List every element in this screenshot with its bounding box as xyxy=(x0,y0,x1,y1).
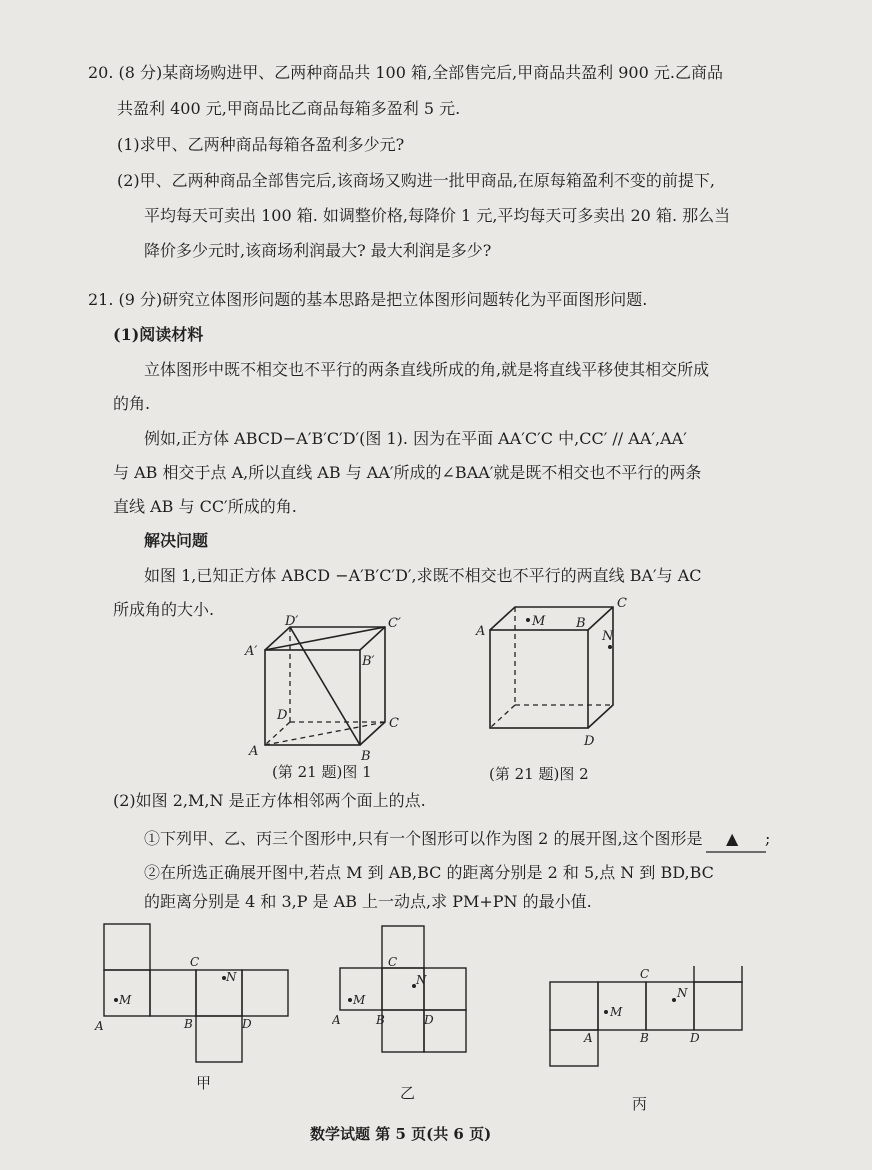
q21-heading-read: (1)阅读材料 xyxy=(113,325,204,344)
figure-2-caption: (第 21 题)图 2 xyxy=(489,765,589,783)
q20-line-2: 共盈利 400 元,甲商品比乙商品每箱多盈利 5 元. xyxy=(117,99,461,118)
figure-2-cube xyxy=(472,595,642,755)
net-bing-label-b: B xyxy=(640,1031,649,1045)
net-jia-label-c: C xyxy=(190,955,200,969)
net-bing-label: 丙 xyxy=(632,1095,648,1113)
net-bing-label-c: C xyxy=(640,967,650,981)
q20-line-4: (2)甲、乙两种商品全部售完后,该商场又购进一批甲商品,在原每箱盈利不变的前提下, xyxy=(117,171,715,190)
net-jia-label-a: A xyxy=(95,1019,104,1033)
answer-blank-end: ; xyxy=(765,829,771,848)
q21-line-7: 如图 1,已知正方体 ABCD −A′B′C′D′,求既不相交也不平行的两直线 BA′与 AC xyxy=(144,566,702,585)
q21-line-3: 的角. xyxy=(113,394,151,413)
fig2-label-a: A xyxy=(476,624,486,639)
page-footer: 数学试题 第 5 页(共 6 页) xyxy=(310,1125,492,1143)
net-yi-label-m: M xyxy=(353,993,366,1007)
q21-line-5: 与 AB 相交于点 A,所以直线 AB 与 AA′所成的∠BAA′就是既不相交也不平行的两条 xyxy=(113,463,702,482)
answer-blank-underline xyxy=(706,850,766,854)
net-yi-label-b: B xyxy=(376,1013,385,1027)
net-yi-label-d: D xyxy=(424,1013,434,1027)
net-jia-label-b: B xyxy=(184,1017,193,1031)
net-bing-label-a: A xyxy=(584,1031,593,1045)
q20-line-3: (1)求甲、乙两种商品每箱各盈利多少元? xyxy=(117,135,405,154)
fig1-label-c: C xyxy=(389,716,399,731)
net-yi-label-a: A xyxy=(332,1013,341,1027)
q20-line-1: 20. (8 分)某商场购进甲、乙两种商品共 100 箱,全部售完后,甲商品共盈利 900 元.乙商品 xyxy=(88,63,723,82)
q21-line-10: ①下列甲、乙、丙三个图形中,只有一个图形可以作为图 2 的展开图,这个图形是 xyxy=(144,829,703,848)
net-yi-label-c: C xyxy=(388,955,398,969)
net-bing-label-d: D xyxy=(690,1031,700,1045)
net-yi xyxy=(332,922,492,1062)
net-yi-label-n: N xyxy=(416,973,427,987)
q21-heading-solve: 解决问题 xyxy=(144,531,209,550)
fig2-label-n: N xyxy=(602,629,614,644)
net-jia-label-m: M xyxy=(119,993,132,1007)
q20-line-5: 平均每天可卖出 100 箱. 如调整价格,每降价 1 元,平均每天可多卖出 20 箱. 那么当 xyxy=(144,206,731,225)
fig1-label-c-prime: C′ xyxy=(388,616,401,631)
fig2-label-m: M xyxy=(532,614,546,629)
net-bing-label-n: N xyxy=(677,986,688,1000)
q21-line-1: 21. (9 分)研究立体图形问题的基本思路是把立体图形问题转化为平面图形问题. xyxy=(88,290,648,309)
fig2-label-d: D xyxy=(584,734,595,749)
fig1-label-d: D xyxy=(277,708,288,723)
figure-1-caption: (第 21 题)图 1 xyxy=(272,763,372,781)
q20-line-6: 降价多少元时,该商场利润最大? 最大利润是多少? xyxy=(144,241,492,260)
net-bing-label-m: M xyxy=(610,1005,623,1019)
q21-line-9: (2)如图 2,M,N 是正方体相邻两个面上的点. xyxy=(113,791,426,810)
q21-line-8: 所成角的大小. xyxy=(113,600,215,619)
fig1-label-d-prime: D′ xyxy=(285,615,299,629)
net-jia xyxy=(92,918,302,1068)
answer-blank-mark: ▲ xyxy=(726,829,739,848)
fig1-label-a: A xyxy=(249,744,259,759)
fig2-label-c: C xyxy=(617,596,627,611)
fig1-label-b-prime: B′ xyxy=(362,654,375,669)
figure-1-cube xyxy=(235,615,420,765)
net-jia-label: 甲 xyxy=(196,1074,212,1092)
q21-line-4: 例如,正方体 ABCD−A′B′C′D′(图 1). 因为在平面 AA′C′C 中,CC′ // AA′,AA′ xyxy=(144,429,687,448)
fig1-label-a-prime: A′ xyxy=(245,644,258,659)
q21-line-11: ②在所选正确展开图中,若点 M 到 AB,BC 的距离分别是 2 和 5,点 N 到 BD,BC xyxy=(144,863,714,882)
q21-line-12: 的距离分别是 4 和 3,P 是 AB 上一动点,求 PM+PN 的最小值. xyxy=(144,892,592,911)
net-jia-label-n: N xyxy=(226,970,237,984)
fig2-label-b: B xyxy=(576,616,586,631)
net-jia-label-d: D xyxy=(242,1017,252,1031)
net-bing xyxy=(540,966,750,1076)
q21-line-6: 直线 AB 与 CC′所成的角. xyxy=(113,497,297,516)
net-yi-label: 乙 xyxy=(400,1084,416,1102)
fig1-label-b: B xyxy=(361,749,371,764)
q21-line-2: 立体图形中既不相交也不平行的两条直线所成的角,就是将直线平移使其相交所成 xyxy=(144,360,710,379)
